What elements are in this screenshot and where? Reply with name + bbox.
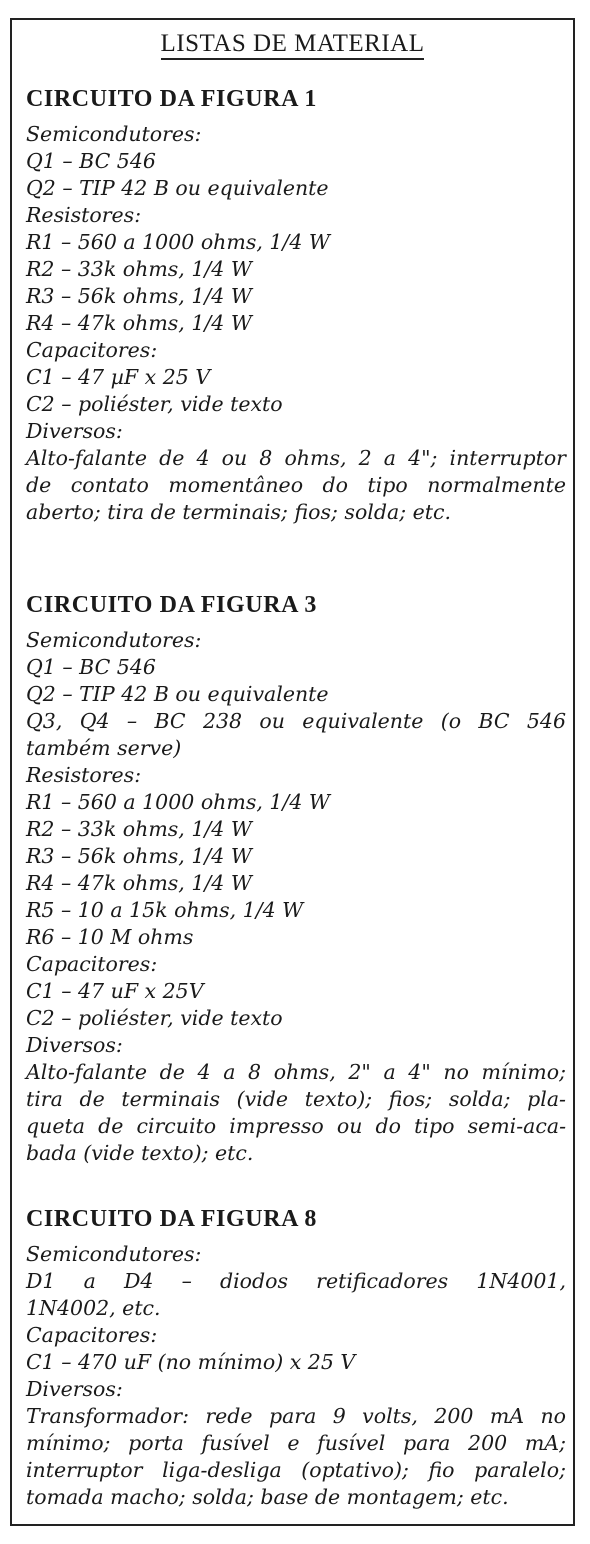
list-item: Q1 – BC 546 [26,655,156,679]
section-heading: CIRCUITO DA FIGURA 3 [26,592,317,618]
paragraph-line: Alto-falante de 4 ou 8 ohms, 2 a 4"; interruptor [26,446,566,470]
list-item: Semicondutores: [26,1242,202,1266]
list-item: R4 – 47k ohms, 1/4 W [26,311,252,335]
list-item: Capacitores: [26,952,158,976]
list-item: Diversos: [26,1033,123,1057]
section-figura-3 [26,588,566,1167]
list-item: Q1 – BC 546 [26,149,156,173]
paragraph-line: queta de circuito impresso ou do tipo semi-aca- [26,1114,566,1138]
list-item: R1 – 560 a 1000 ohms, 1/4 W [26,790,330,814]
list-item: Q2 – TIP 42 B ou equivalente [26,176,329,200]
section-figura-8 [26,1202,566,1511]
material-list-box [10,18,575,1526]
list-item: C1 – 47 uF x 25V [26,979,204,1003]
list-item: R4 – 47k ohms, 1/4 W [26,871,252,895]
list-item: C2 – poliéster, vide texto [26,1006,283,1030]
paragraph-line: tomada macho; solda; base de montagem; etc. [26,1485,509,1509]
paragraph-line: interruptor liga-desliga (optativo); fio paralelo; [26,1458,566,1482]
list-item: Q3, Q4 – BC 238 ou equivalente (o BC 546 [26,709,566,733]
section-figura-1 [26,82,566,526]
paragraph-line: mínimo; porta fusível e fusível para 200 mA; [26,1431,566,1455]
list-item: R2 – 33k ohms, 1/4 W [26,817,252,841]
paragraph-line: tira de terminais (vide texto); fios; solda; pla- [26,1087,566,1111]
list-item: Resistores: [26,203,142,227]
paragraph-line: de contato momentâneo do tipo normalmente [26,473,566,497]
list-item: C1 – 47 µF x 25 V [26,365,211,389]
title-text: LISTAS DE MATERIAL [161,30,425,60]
list-item: Diversos: [26,419,123,443]
list-item: C1 – 470 uF (no mínimo) x 25 V [26,1350,356,1374]
list-item: Diversos: [26,1377,123,1401]
list-item: Semicondutores: [26,628,202,652]
list-item: R1 – 560 a 1000 ohms, 1/4 W [26,230,330,254]
list-item: R3 – 56k ohms, 1/4 W [26,284,252,308]
list-item: Semicondutores: [26,122,202,146]
paragraph-line: aberto; tira de terminais; fios; solda; etc. [26,500,451,524]
list-item: R6 – 10 M ohms [26,925,194,949]
paragraph-line: Alto-falante de 4 a 8 ohms, 2" a 4" no mínimo; [26,1060,566,1084]
list-item: D1 a D4 – diodos retificadores 1N4001, [26,1269,566,1293]
list-item: C2 – poliéster, vide texto [26,392,283,416]
section-heading: CIRCUITO DA FIGURA 8 [26,1206,317,1232]
section-heading: CIRCUITO DA FIGURA 1 [26,86,317,112]
list-item: Capacitores: [26,1323,158,1347]
paragraph-line: Transformador: rede para 9 volts, 200 mA no [26,1404,566,1428]
list-item: Q2 – TIP 42 B ou equivalente [26,682,329,706]
paragraph-line: bada (vide texto); etc. [26,1141,254,1165]
list-item: também serve) [26,736,182,760]
list-item: Capacitores: [26,338,158,362]
list-item: 1N4002, etc. [26,1296,161,1320]
list-item: Resistores: [26,763,142,787]
list-item: R5 – 10 a 15k ohms, 1/4 W [26,898,304,922]
page-title [12,30,573,58]
list-item: R3 – 56k ohms, 1/4 W [26,844,252,868]
list-item: R2 – 33k ohms, 1/4 W [26,257,252,281]
